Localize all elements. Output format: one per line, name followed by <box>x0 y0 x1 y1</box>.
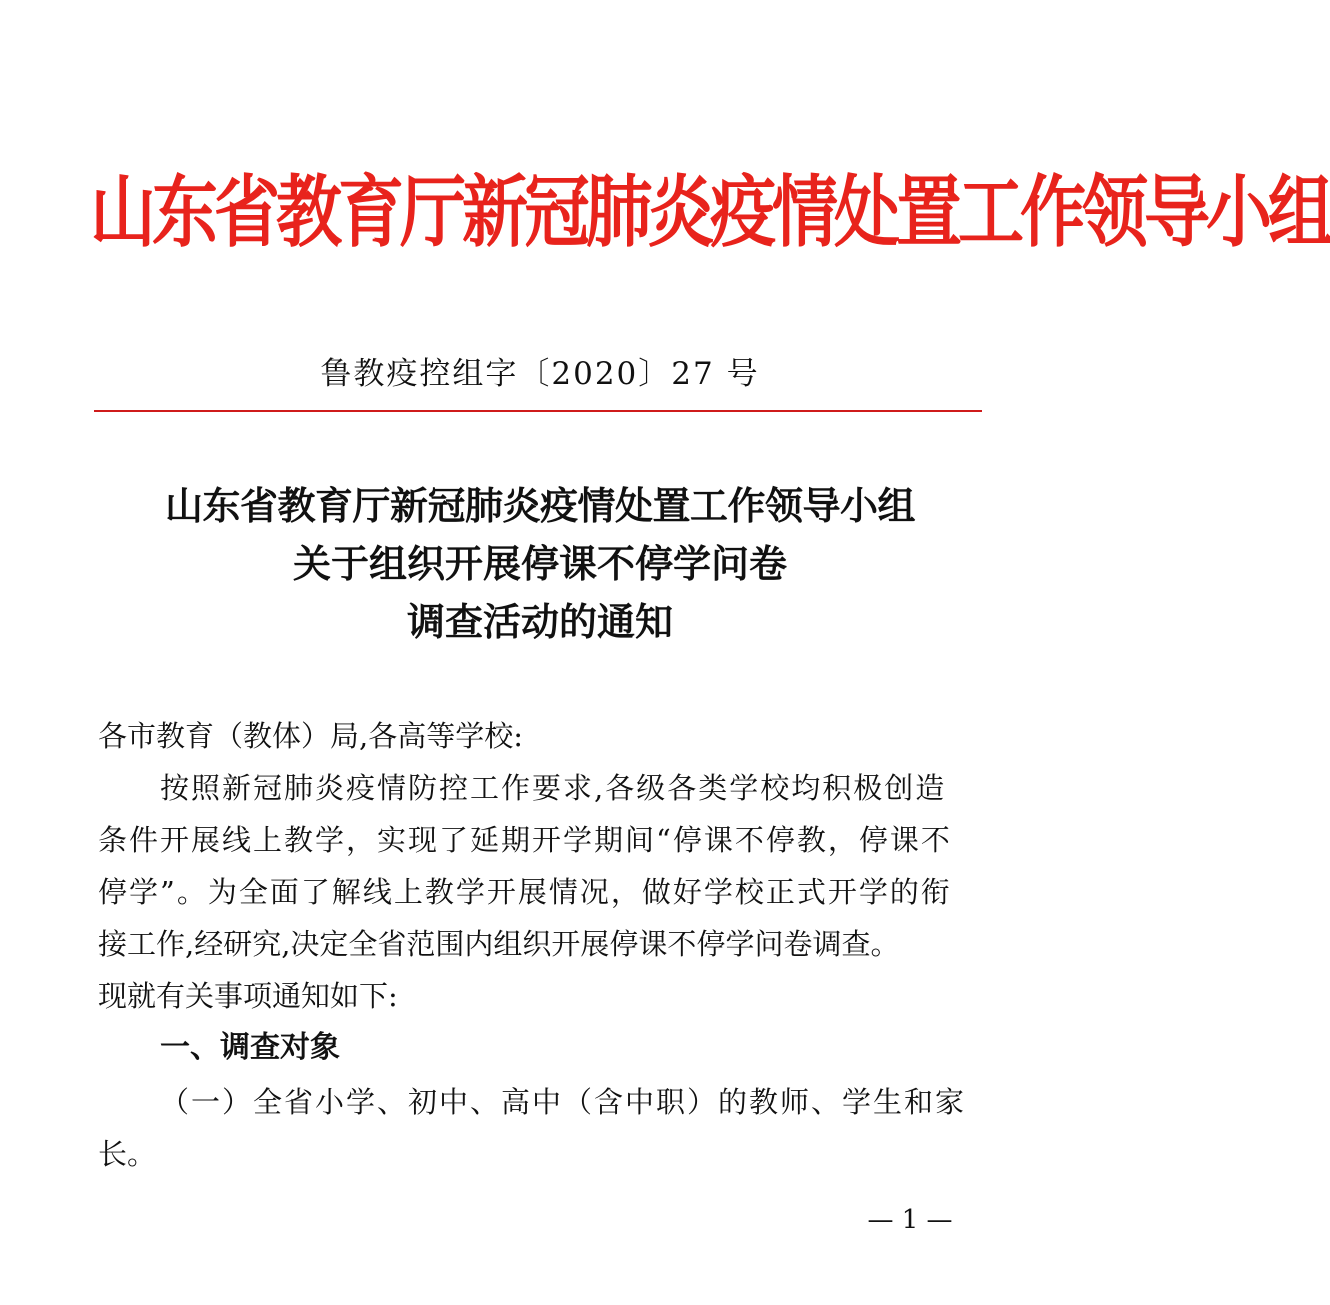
addressee: 各市教育（教体）局,各高等学校: <box>98 719 523 753</box>
title-line-1: 山东省教育厅新冠肺炎疫情处置工作领导小组 <box>164 484 915 528</box>
document-number: 鲁教疫控组字〔2020〕27 号 <box>320 356 760 392</box>
section-heading: 一、调查对象 <box>160 1030 340 1065</box>
issuer-red-header: 山东省教育厅新冠肺炎疫情处置工作领导小组 <box>90 167 1330 258</box>
title-line-3: 调查活动的通知 <box>406 600 673 644</box>
paragraph-line: 接工作,经研究,决定全省范围内组织开展停课不停学问卷调查。 <box>98 927 900 961</box>
title-line-2: 关于组织开展停课不停学问卷 <box>292 542 787 586</box>
paragraph-line: 按照新冠肺炎疫情防控工作要求,各级各类学校均积极创造 <box>160 771 947 805</box>
paragraph-line: 停学”。为全面了解线上教学开展情况，做好学校正式开学的衔 <box>98 875 952 909</box>
paragraph-line: 条件开展线上教学，实现了延期开学期间“停课不停教，停课不 <box>98 823 952 857</box>
paragraph-line: 现就有关事项通知如下: <box>98 979 398 1013</box>
red-divider-line <box>94 410 982 412</box>
page-number: — 1 — <box>867 1205 953 1235</box>
list-item-line: （一）全省小学、初中、高中（含中职）的教师、学生和家 <box>160 1085 967 1119</box>
list-item-line: 长。 <box>98 1137 157 1171</box>
